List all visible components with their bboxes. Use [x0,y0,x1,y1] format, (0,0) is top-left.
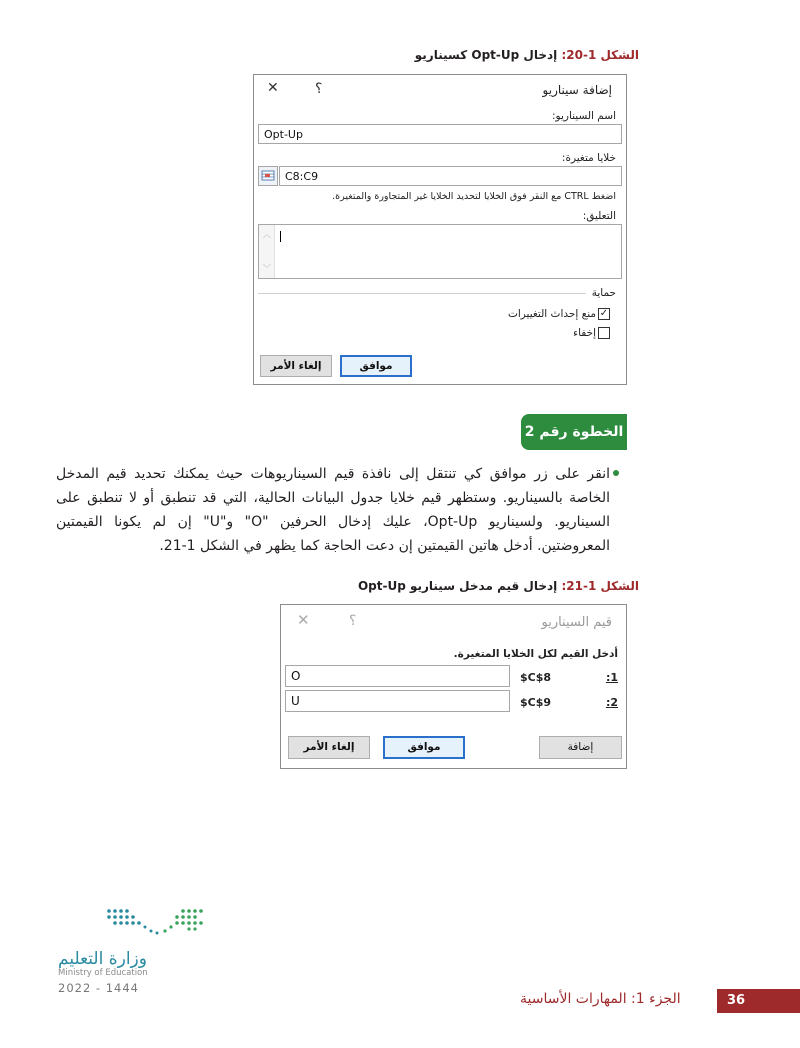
row-2-cell: $C$9 [520,696,552,709]
range-select-icon[interactable] [258,166,278,186]
comment-label: التعليق: [582,210,616,222]
instruction-text: أدخل القيم لكل الخلايا المتغيرة. [453,648,618,660]
figure-21-caption [358,579,639,593]
figure-20-number: الشكل 1-20: [561,48,639,62]
figure-21-number: الشكل 1-21: [561,579,639,593]
figure-20-caption [415,48,639,62]
protection-label: حماية [591,287,616,299]
scenario-values-dialog [280,604,627,769]
changing-cells-hint: اضغط CTRL مع النقر فوق الخلايا لتحديد الخلايا غير المتجاورة والمتغيرة. [332,191,616,202]
close-icon[interactable]: ✕ [267,80,279,96]
row-2-value-input[interactable]: U [285,690,510,712]
changing-cells-input[interactable]: C8:C9 [279,166,622,186]
body-paragraph: انقر على زر موافق كي تنتقل إلى نافذة قيم السيناريوهات حيث يمكنك تحديد قيم المدخل الخاصة بالسيناريو. وستظهر قيم خلايا جدول البيانات الحالية، التي قد تنطبق أو لا تنطبق على السيناريو. ولسيناريو Opt-Up، عليك إدخال الحرفين "O" و"U" إن لم يكونا القيمتين المعروضتين. أدخل هاتين القيمتين إن دعت الحاجة كما يظهر في الشكل 1-21. [56,466,610,554]
logo-english-text: Ministry of Education [58,968,148,978]
row-1-index: 1: [605,671,618,684]
add-scenario-dialog [253,74,627,385]
prevent-changes-checkbox[interactable]: ✓ [599,308,609,319]
figure-21-text: إدخال قيم مدخل سيناريو Opt-Up [357,579,562,593]
footer-section-title: الجزء 1: المهارات الأساسية [520,991,681,1007]
figure-20-text: إدخال Opt-Up كسيناريو [414,48,562,62]
row-1-cell: $C$8 [520,671,552,684]
changing-cells-label: خلايا متغيرة: [561,152,616,164]
ministry-logo-icon [105,905,205,941]
text-cursor [280,231,281,242]
close-icon[interactable]: ✕ [297,611,310,629]
add-button[interactable]: إضافة [539,736,622,759]
scenario-name-label: اسم السيناريو: [551,110,616,122]
scroll-up-icon[interactable]: ︿ [263,230,271,239]
prevent-changes-label: منع إحداث التغييرات [507,308,596,320]
hide-checkbox[interactable] [598,327,610,339]
logo-year: 2022 - 1444 [58,981,139,995]
page-number: 36 [717,989,800,1013]
step-badge: الخطوة رقم 2 [521,414,627,450]
protection-divider [258,293,586,294]
comment-textarea[interactable] [258,224,622,279]
logo-arabic-text: وزارة التعليم [58,949,147,969]
help-button[interactable]: ؟ [315,81,323,97]
textarea-scrollbar[interactable] [259,225,275,278]
ok-button[interactable]: موافق [383,736,465,759]
hide-label: إخفاء [573,327,596,339]
row-2-index: 2: [605,696,618,709]
dialog-title: قيم السيناريو [541,615,612,630]
bullet-icon [613,470,619,476]
cancel-button[interactable]: إلغاء الأمر [288,736,370,759]
scenario-name-input[interactable]: Opt-Up [258,124,622,144]
help-button[interactable]: ؟ [349,613,357,629]
cancel-button[interactable]: إلغاء الأمر [260,355,332,377]
dialog-title: إضافة سيناريو [542,83,612,97]
scroll-down-icon[interactable]: ﹀ [263,264,271,273]
ok-button[interactable]: موافق [340,355,412,377]
row-1-value-input[interactable]: O [285,665,510,687]
